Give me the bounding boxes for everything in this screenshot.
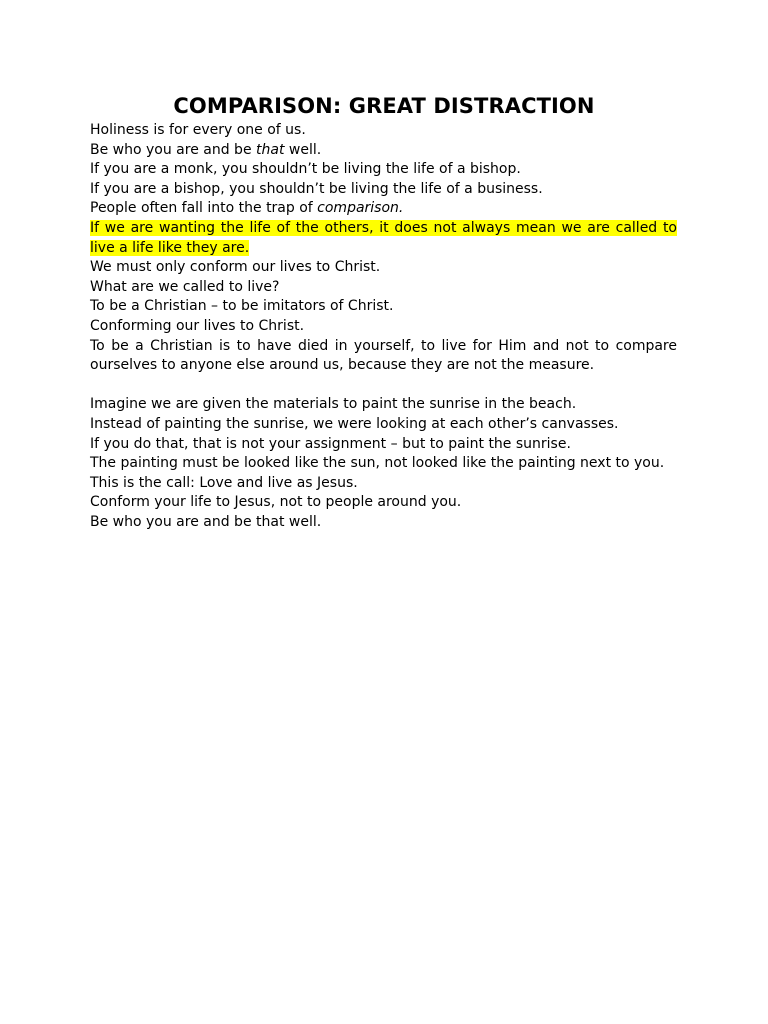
text-line — [90, 141, 677, 161]
text-line: We must only conform our lives to Christ. — [90, 259, 381, 276]
text-line: If you do that, that is not your assignment – but to paint the sunrise. — [90, 435, 571, 452]
emphasis-text: comparison. — [317, 200, 404, 217]
text-line: Conform your life to Jesus, not to people around you. — [90, 494, 462, 511]
text-paragraph: The painting must be looked like the sun, not looked like the painting next to you. — [90, 455, 665, 472]
paragraph-gap — [90, 376, 677, 396]
text-segment: well. — [284, 141, 322, 158]
text-paragraph: To be a Christian is to have died in yourself, to live for Him and not to compare ourselves to anyone else around us, because they are not the measure. — [90, 337, 677, 374]
document-body — [90, 121, 677, 532]
text-line: If you are a monk, you shouldn’t be living the life of a bishop. — [90, 161, 521, 178]
text-line: What are we called to live? — [90, 278, 280, 295]
text-segment: Be who you are and be — [90, 141, 257, 158]
text-line: Be who you are and be that well. — [90, 513, 322, 530]
text-line: To be a Christian – to be imitators of Christ. — [90, 298, 394, 315]
emphasis-text: that — [256, 141, 285, 158]
text-line — [90, 199, 677, 219]
text-line: Instead of painting the sunrise, we were looking at each other’s canvasses. — [90, 415, 619, 432]
text-segment: People often fall into the trap of — [90, 200, 318, 217]
text-line: Conforming our lives to Christ. — [90, 317, 305, 334]
text-line: Holiness is for every one of us. — [90, 122, 306, 138]
text-line: Imagine we are given the materials to paint the sunrise in the beach. — [90, 396, 577, 413]
document-title: COMPARISON: GREAT DISTRACTION — [173, 94, 595, 118]
text-line: This is the call: Love and live as Jesus. — [90, 474, 358, 491]
highlighted-paragraph — [90, 219, 677, 258]
highlighted-text: If we are wanting the life of the others, it does not always mean we are called to live a life like they are. — [90, 219, 677, 256]
text-line: If you are a bishop, you shouldn’t be living the life of a business. — [90, 180, 543, 197]
